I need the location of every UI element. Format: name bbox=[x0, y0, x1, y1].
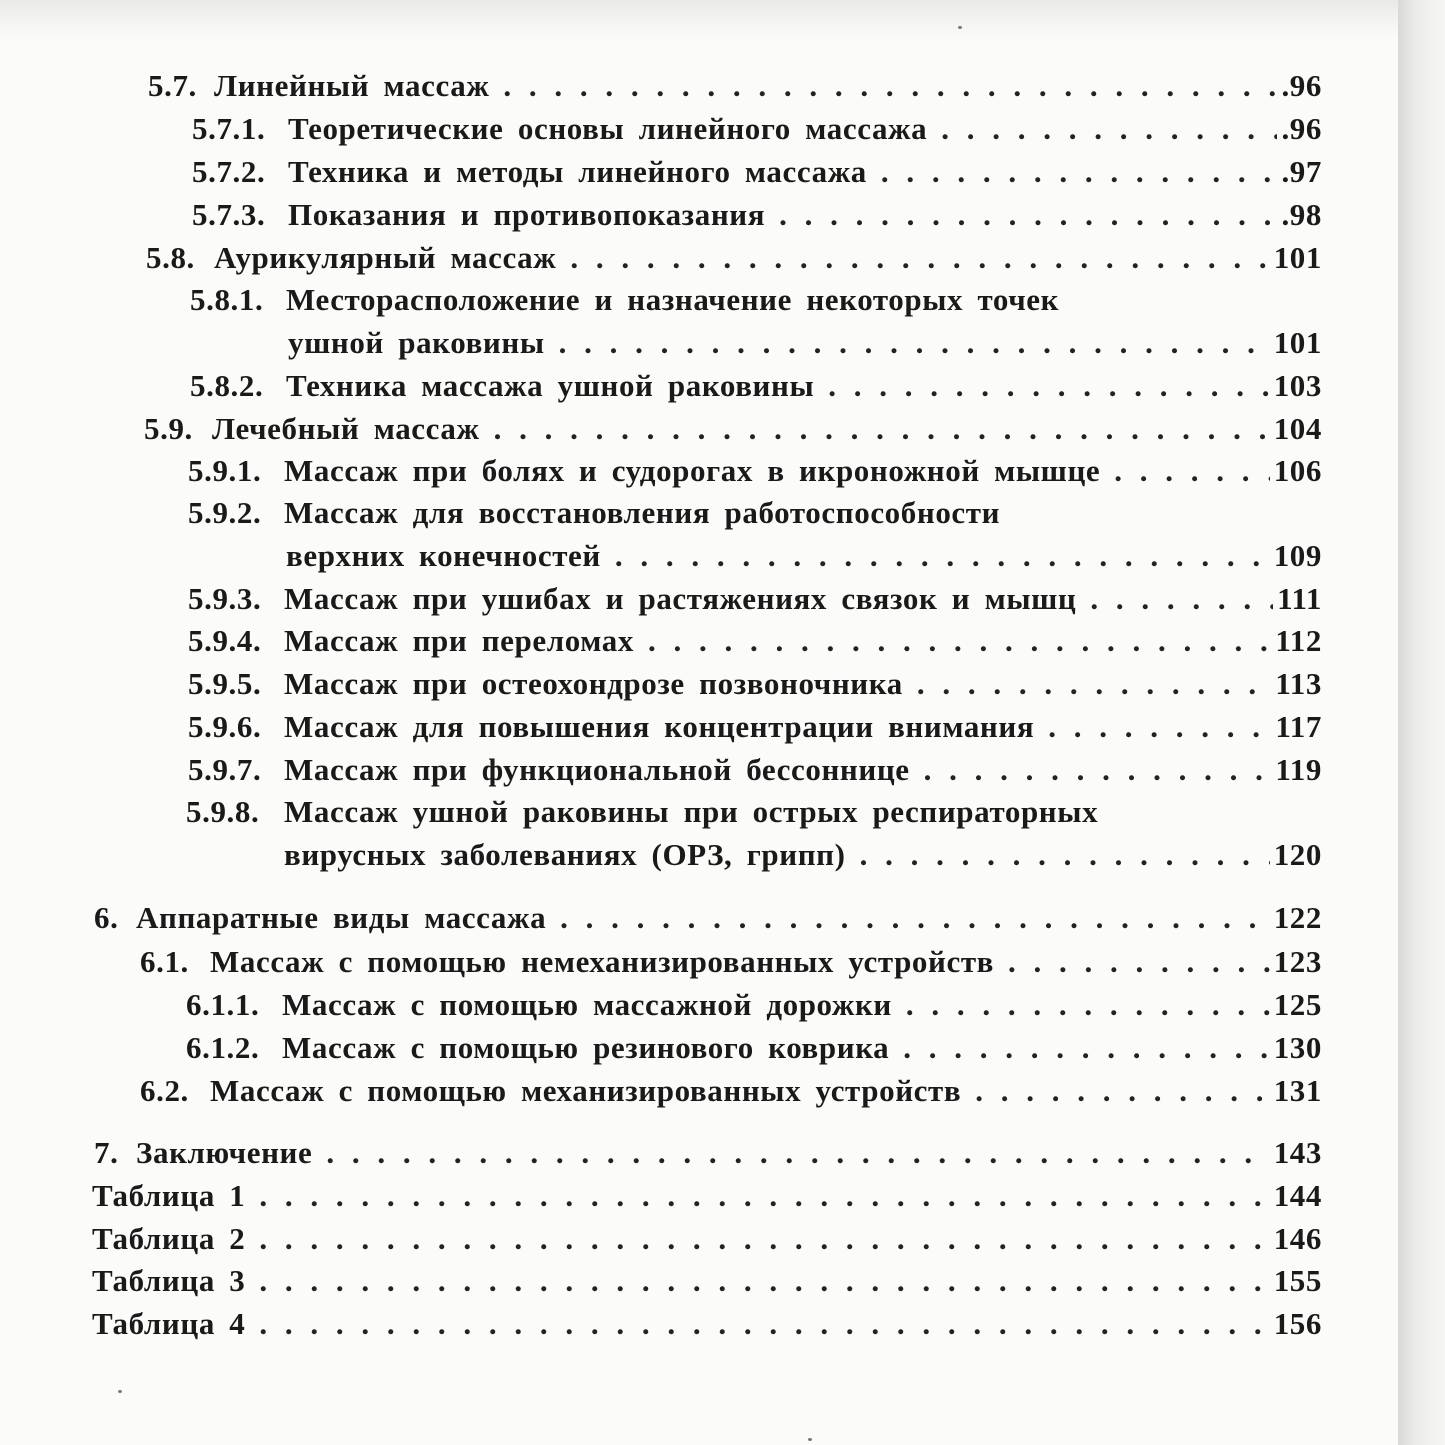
toc-entry-number: 5.8.2. bbox=[190, 368, 264, 403]
toc-entry-page: 104 bbox=[1273, 411, 1322, 446]
toc-leader-dots bbox=[494, 409, 1270, 449]
toc-entry-title: Массаж с помощью немеханизированных устройств bbox=[210, 944, 995, 979]
toc-entry-number: 6. bbox=[94, 900, 119, 935]
toc-entry-title: Техника и методы линейного массажа bbox=[288, 154, 867, 189]
toc-entry-number: 5.9.7. bbox=[188, 752, 262, 787]
toc-entry-page: 130 bbox=[1273, 1030, 1322, 1065]
toc-entry-title: Массаж с помощью массажной дорожки bbox=[282, 987, 892, 1022]
toc-leader-dots bbox=[779, 195, 1277, 235]
toc-entry-page: 143 bbox=[1273, 1135, 1322, 1170]
toc-entry bbox=[188, 664, 1322, 704]
toc-entry-number: 5.9.3. bbox=[188, 581, 262, 616]
page-binding-edge bbox=[1398, 0, 1445, 1445]
scan-speck bbox=[118, 1390, 122, 1393]
toc-leader-dots bbox=[906, 985, 1270, 1025]
toc-entry bbox=[144, 409, 1322, 449]
toc-entry-first-line bbox=[188, 493, 1000, 533]
toc-leader-dots bbox=[917, 664, 1272, 704]
toc-entry-number: 5.9.5. bbox=[188, 666, 262, 701]
toc-entry-page: 111 bbox=[1277, 581, 1322, 616]
toc-leader-dots bbox=[881, 152, 1278, 192]
toc-entry-page: 156 bbox=[1273, 1306, 1322, 1341]
toc-leader-dots bbox=[828, 366, 1269, 406]
scan-speck bbox=[808, 1438, 812, 1441]
toc-entry-first-line bbox=[190, 280, 1059, 320]
toc-entry-number: 5.7.3. bbox=[192, 197, 266, 232]
toc-entry-page: 122 bbox=[1273, 900, 1322, 935]
toc-entry bbox=[192, 152, 1322, 192]
toc-entry-title: Таблица 2 bbox=[92, 1221, 246, 1256]
toc-leader-dots bbox=[560, 898, 1270, 938]
toc-entry-title: Массаж для повышения концентрации внимания bbox=[284, 709, 1035, 744]
toc-entry-page: 117 bbox=[1275, 709, 1322, 744]
toc-entry bbox=[94, 898, 1322, 938]
toc-entry-number: 5.9.6. bbox=[188, 709, 262, 744]
toc-entry-title: Аппаратные виды массажа bbox=[136, 900, 547, 935]
toc-entry bbox=[188, 621, 1322, 661]
toc-leader-dots bbox=[259, 1261, 1269, 1301]
toc-entry-page: 113 bbox=[1275, 666, 1322, 701]
toc-leader-dots bbox=[259, 1304, 1269, 1344]
toc-entry bbox=[140, 942, 1322, 982]
toc-leader-dots bbox=[570, 238, 1269, 278]
toc-entry-number: 6.1.1. bbox=[186, 987, 260, 1022]
toc-entry-title: Массаж ушной раковины при острых респираторных bbox=[284, 794, 1099, 829]
toc-entry-page: 112 bbox=[1275, 623, 1322, 658]
toc-entry-page: 109 bbox=[1273, 538, 1322, 573]
toc-entry-first-line bbox=[186, 792, 1098, 832]
toc-entry-title: Лечебный массаж bbox=[212, 411, 480, 446]
toc-entry bbox=[188, 750, 1322, 790]
toc-entry-page: 101 bbox=[1273, 325, 1322, 360]
toc-leader-dots bbox=[860, 835, 1270, 875]
toc-entry-page: .96 bbox=[1281, 111, 1322, 146]
toc-entry-page: .96 bbox=[1281, 68, 1322, 103]
toc-entry-title: Показания и противопоказания bbox=[288, 197, 766, 232]
toc-leader-dots bbox=[903, 1028, 1269, 1068]
toc-entry-title: Заключение bbox=[136, 1135, 313, 1170]
toc-entry-title: Линейный массаж bbox=[214, 68, 490, 103]
toc-entry-title: Техника массажа ушной раковины bbox=[286, 368, 815, 403]
toc-entry-number: 5.7.2. bbox=[192, 154, 266, 189]
toc-entry-page: 119 bbox=[1275, 752, 1322, 787]
toc-entry-title: Теоретические основы линейного массажа bbox=[288, 111, 928, 146]
toc-entry-title: Массаж при ушибах и растяжениях связок и мышц bbox=[284, 581, 1077, 616]
toc-entry-title: Месторасположение и назначение некоторых точек bbox=[286, 282, 1060, 317]
toc-entry bbox=[188, 707, 1322, 747]
toc-entry-number: 5.9.8. bbox=[186, 794, 260, 829]
toc-entry bbox=[146, 238, 1322, 278]
toc-entry bbox=[186, 985, 1322, 1025]
toc-entry bbox=[148, 66, 1322, 106]
toc-entry bbox=[140, 1071, 1322, 1111]
toc-entry bbox=[92, 1304, 1322, 1344]
toc-entry-title-continued: ушной раковины bbox=[288, 325, 545, 360]
toc-entry bbox=[92, 1219, 1322, 1259]
toc-entry-number: 5.8. bbox=[146, 240, 195, 275]
toc-entry-title: Таблица 1 bbox=[92, 1178, 246, 1213]
toc-entry-title: Массаж при остеохондрозе позвоночника bbox=[284, 666, 903, 701]
toc-entry bbox=[190, 366, 1322, 406]
toc-entry-page: 101 bbox=[1273, 240, 1322, 275]
toc-entry-number: 5.7.1. bbox=[192, 111, 266, 146]
toc-leader-dots bbox=[1090, 579, 1273, 619]
toc-leader-dots bbox=[259, 1219, 1269, 1259]
toc-entry-page: .98 bbox=[1281, 197, 1322, 232]
toc-entry bbox=[92, 1176, 1322, 1216]
toc-leader-dots bbox=[1048, 707, 1271, 747]
toc-entry-page: 131 bbox=[1273, 1073, 1322, 1108]
toc-entry-page: .97 bbox=[1281, 154, 1322, 189]
toc-entry-title: Массаж с помощью механизированных устройств bbox=[210, 1073, 962, 1108]
toc-entry-page: 125 bbox=[1273, 987, 1322, 1022]
toc-entry-number: 5.8.1. bbox=[190, 282, 264, 317]
toc-entry-number: 6.1.2. bbox=[186, 1030, 260, 1065]
toc-entry-number: 5.9. bbox=[144, 411, 193, 446]
toc-entry-number: 5.9.2. bbox=[188, 495, 262, 530]
toc-entry-title: Массаж при переломах bbox=[284, 623, 634, 658]
toc-entry bbox=[284, 835, 1322, 875]
toc-entry-page: 144 bbox=[1273, 1178, 1322, 1213]
toc-entry-number: 5.9.1. bbox=[188, 453, 262, 488]
toc-leader-dots bbox=[559, 323, 1270, 363]
toc-entry-number: 6.1. bbox=[140, 944, 189, 979]
toc-entry bbox=[188, 579, 1322, 619]
toc-entry-title: Массаж при болях и судорогах в икроножной мышце bbox=[284, 453, 1101, 488]
toc-entry bbox=[192, 195, 1322, 235]
toc-entry-title: Аурикулярный массаж bbox=[214, 240, 557, 275]
toc-leader-dots bbox=[924, 750, 1272, 790]
toc-leader-dots bbox=[1114, 451, 1269, 491]
toc-entry-title: Таблица 4 bbox=[92, 1306, 246, 1341]
toc-entry-title: Массаж при функциональной бессоннице bbox=[284, 752, 910, 787]
toc-entry-page: 106 bbox=[1273, 453, 1322, 488]
toc-entry bbox=[288, 323, 1322, 363]
toc-entry-number: 6.2. bbox=[140, 1073, 189, 1108]
toc-entry-number: 5.9.4. bbox=[188, 623, 262, 658]
toc-entry-number: 5.7. bbox=[148, 68, 197, 103]
toc-entry-page: 120 bbox=[1273, 837, 1322, 872]
scan-speck bbox=[958, 26, 962, 29]
toc-leader-dots bbox=[1008, 942, 1270, 982]
toc-entry-title: Таблица 3 bbox=[92, 1263, 246, 1298]
toc-entry bbox=[92, 1261, 1322, 1301]
toc-entry bbox=[186, 1028, 1322, 1068]
toc-entry-page: 103 bbox=[1273, 368, 1322, 403]
toc-leader-dots bbox=[648, 621, 1271, 661]
toc-leader-dots bbox=[615, 536, 1270, 576]
toc-entry bbox=[192, 109, 1322, 149]
toc-leader-dots bbox=[259, 1176, 1269, 1216]
toc-leader-dots bbox=[975, 1071, 1269, 1111]
toc-entry-title: Массаж для восстановления работоспособности bbox=[284, 495, 1001, 530]
toc-leader-dots bbox=[503, 66, 1277, 106]
toc-entry-title-continued: верхних конечностей bbox=[286, 538, 601, 573]
toc-entry-page: 146 bbox=[1273, 1221, 1322, 1256]
toc-entry bbox=[94, 1133, 1322, 1173]
toc-entry-number: 7. bbox=[94, 1135, 119, 1170]
toc-entry bbox=[286, 536, 1322, 576]
toc-entry-page: 123 bbox=[1273, 944, 1322, 979]
toc-entry-page: 155 bbox=[1273, 1263, 1322, 1298]
toc-entry bbox=[188, 451, 1322, 491]
toc-leader-dots bbox=[326, 1133, 1269, 1173]
toc-entry-title-continued: вирусных заболеваниях (ОРЗ, грипп) bbox=[284, 837, 846, 872]
toc-entry-title: Массаж с помощью резинового коврика bbox=[282, 1030, 890, 1065]
toc-leader-dots bbox=[941, 109, 1277, 149]
